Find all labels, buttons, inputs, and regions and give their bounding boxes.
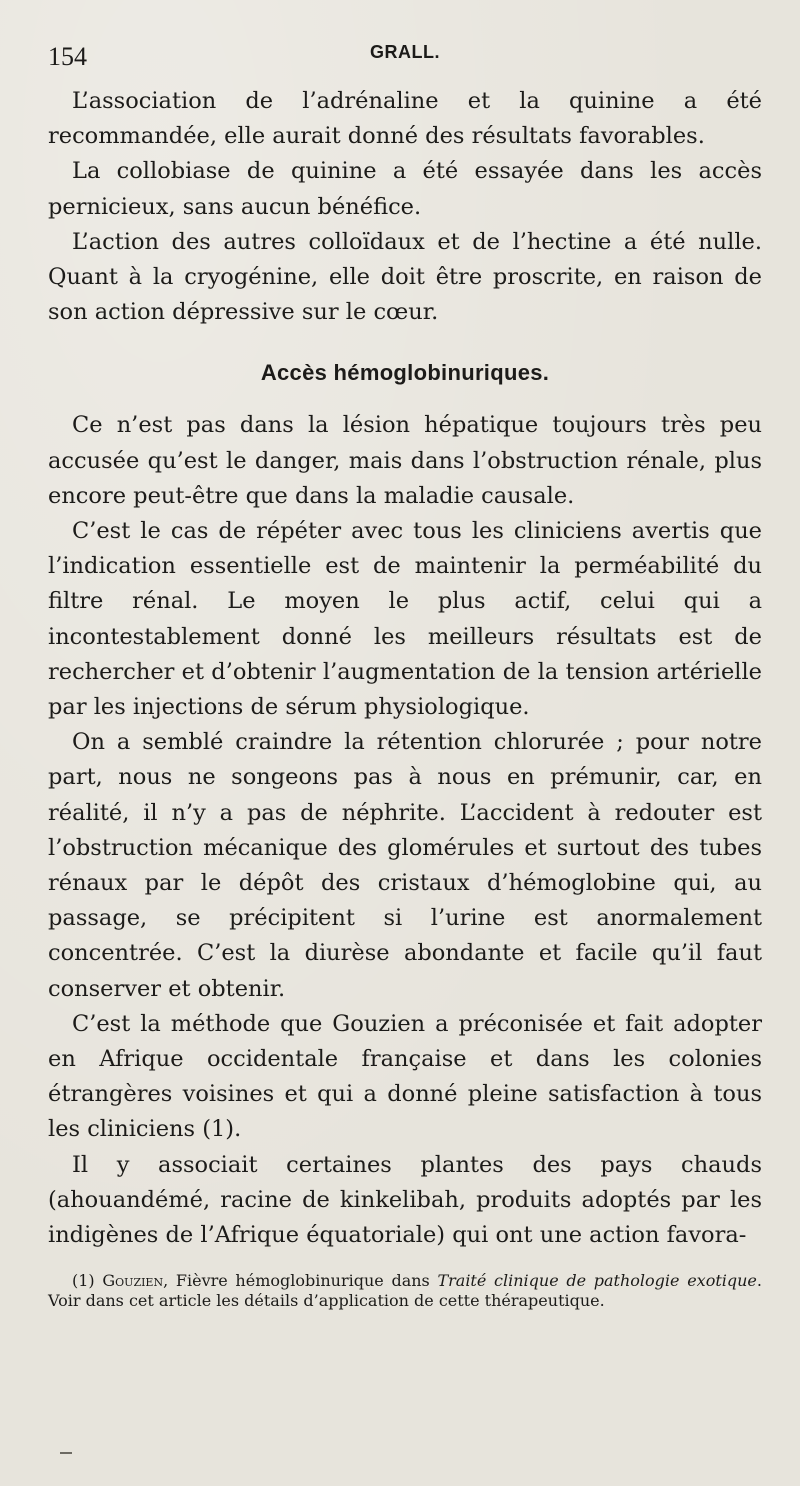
running-head-author: GRALL. <box>370 42 440 62</box>
paragraph-adrenaline: L’association de l’adrénaline et la quinine a été recommandée, elle aurait donné des résultats favorables. <box>48 88 762 150</box>
page-number: 154 <box>48 42 87 71</box>
paragraph-lesion-hepatique: Ce n’est pas dans la lésion hépatique toujours très peu accusée qu’est le danger, mais dans l’obstruction rénale, plus encore peut-être que dans la maladie causale. <box>48 412 762 509</box>
footnote-marker: (1) <box>72 1271 95 1291</box>
paragraph-methode-gouzien: C’est la méthode que Gouzien a préconisée et fait adopter en Afrique occidentale française et dans les colonies étrangères voisines et qui a donné pleine satisfaction à tous les cliniciens (1). <box>48 1010 762 1143</box>
paragraph-retention-chloruree: On a semblé craindre la rétention chlorurée ; pour notre part, nous ne songeons pas à nous en prémunir, car, en réalité, il n’y a pas de néphrite. L’accident à redouter est l’obstruction mécanique des glomérules et surtout des tubes rénaux par le dépôt des cristaux d’hémoglobine qui, au passage, se précipitent si l’urine est anormalement concentrée. C’est la diurèse abondante et facile qu’il faut conserver et obtenir. <box>48 729 762 1002</box>
footnote <box>48 1271 762 1311</box>
section-heading: Accès hémoglobinuriques. <box>260 360 550 386</box>
footnote-author: Gouzien <box>102 1271 164 1291</box>
footnote-text-before-title: , Fièvre hémoglobinurique dans <box>163 1271 438 1291</box>
paragraph-permeabilite: C’est le cas de répéter avec tous les cliniciens avertis que l’indication essentielle est de maintenir la perméabilité du filtre rénal. Le moyen le plus actif, celui qui a incontestablement donné les meilleurs résultats est de rechercher et d’obtenir l’augmentation de la tension artérielle par les injections de sérum physiologique. <box>48 518 762 721</box>
end-mark-dash <box>60 1452 72 1454</box>
body-text <box>48 84 762 1253</box>
footnote-text-after-title: . Voir dans cet article les détails d’application de cette thérapeutique. <box>48 1271 762 1311</box>
footnote-title: Traité clinique de pathologie exotique <box>437 1271 757 1291</box>
paragraph-plantes: Il y associait certaines plantes des pays chauds (ahouandémé, racine de kinkelibah, produits adoptés par les indigènes de l’Afrique équatoriale) qui ont une action favora- <box>48 1151 762 1249</box>
paragraph-colloidaux: L’action des autres colloïdaux et de l’hectine a été nulle. Quant à la cryogénine, elle doit être proscrite, en raison de son action dépressive sur le cœur. <box>48 228 762 326</box>
running-head <box>48 38 762 78</box>
paragraph-collobiase: La collobiase de quinine a été essayée dans les accès pernicieux, sans aucun bénéfice. <box>48 158 762 220</box>
